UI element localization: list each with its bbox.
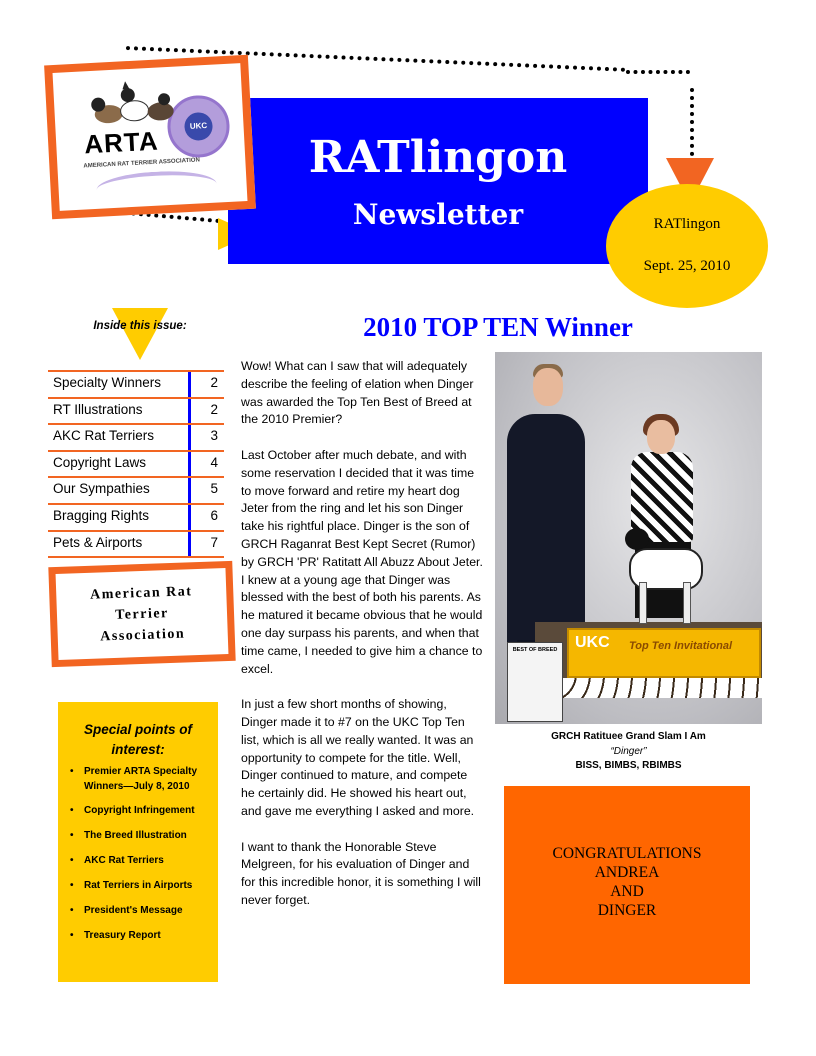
article-paragraph: Wow! What can I saw that will adequately describe the feeling of elation when Dinger was awarded the Top Ten Best of Breed at the 2010 Premier?: [241, 359, 474, 427]
newsletter-subtitle: Newsletter: [352, 198, 524, 231]
winner-photo: [495, 352, 762, 724]
special-title-line-2: interest:: [111, 742, 165, 757]
special-title-line-1: Special points of: [83, 722, 192, 737]
special-point-item: • Rat Terriers in Airports: [68, 878, 214, 893]
article-paragraph: I want to thank the Honorable Steve Melgreen, for his evaluation of Dinger and for this incredible honor, it is something I will never forget.: [241, 839, 481, 907]
toc-item[interactable]: [48, 370, 224, 397]
toc-item[interactable]: [48, 476, 224, 503]
date-badge: [606, 184, 768, 308]
toc-item-page: 2: [210, 375, 218, 390]
arta-logo: [44, 55, 256, 219]
toc-item-label: Copyright Laws: [53, 454, 147, 470]
toc-item-label: RT Illustrations: [53, 401, 143, 417]
article-paragraph: In just a few short months of showing, Dinger made it to #7 on the UKC Top Ten list, which is all we really wanted. It was an opportunity to compete for the title. Well, Dinger continued to mature, and compete he certainly did. He showed his heart out, and gave me everything I asked and more.: [241, 697, 475, 818]
toc-item-label: Our Sympathies: [53, 481, 150, 497]
association-line-2: Terrier: [115, 606, 170, 623]
congratulations-box: [504, 786, 750, 984]
toc-item-page: 5: [210, 481, 218, 497]
special-points-box: [58, 702, 218, 982]
toc-item-page: 7: [210, 534, 218, 550]
congrats-line-3: AND: [610, 883, 644, 900]
ribbon-swoosh: [96, 169, 217, 205]
date-badge-date: Sept. 25, 2010: [643, 258, 731, 274]
toc-item[interactable]: [48, 503, 224, 530]
caption-titles: BISS, BIMBS, RBIMBS: [575, 760, 682, 771]
toc-item-label: Pets & Airports: [53, 534, 143, 550]
special-point-item: • President's Message: [68, 903, 214, 918]
caption-title: GRCH Ratituee Grand Slam I Am: [551, 731, 706, 742]
article-heading: 2010 TOP TEN Winner: [363, 312, 633, 342]
toc-item-label: AKC Rat Terriers: [53, 428, 155, 444]
toc-item-page: 2: [210, 401, 218, 417]
caption-nickname: “Dinger”: [610, 745, 647, 757]
date-badge-name: RATlingon: [653, 216, 721, 232]
ukc-banner: [567, 628, 761, 678]
toc-item[interactable]: [48, 450, 224, 477]
inside-arrow-icon: [112, 308, 168, 360]
dotted-connector-top-right: [626, 70, 690, 74]
article-paragraph: Last October after much debate, and with some reservation I decided that it was time to move forward and retire my heart dog Jeter from the ring and let his son Dinger take his rightful place. Dinger is the son of GRCH Raganrat Best Kept Secret (Rumor) by GRCH 'PR' Ratitatt All Abuzz About Jeter. I knew at a young age that Dinger was blessed with the best of both his parents. As he matured it became obvious that he would one day surpass his parents, and when that time came, I needed to give him a chance to excel.: [241, 447, 483, 676]
table-of-contents: [48, 370, 224, 558]
ukc-banner-brand: UKC: [575, 634, 610, 651]
article-body: [241, 358, 483, 928]
toc-item[interactable]: [48, 397, 224, 424]
arta-wordmark: ARTA: [83, 125, 160, 160]
special-point-item: • Premier ARTA Specialty Winners—July 8, 2010: [68, 764, 214, 794]
judge-figure: [507, 414, 585, 654]
congrats-line-1: CONGRATULATIONS: [552, 845, 702, 862]
arta-org-name: AMERICAN RAT TERRIER ASSOCIATION: [83, 157, 201, 170]
toc-item-label: Bragging Rights: [53, 507, 150, 523]
association-line-1: American Rat: [89, 584, 193, 603]
newsletter-title: RATlingon: [308, 132, 568, 183]
rat-terrier-dogs-icon: [85, 79, 177, 130]
toc-item[interactable]: [48, 530, 224, 559]
rosette-label: UKC: [184, 112, 213, 141]
best-of-breed-sign: BEST OF BREED: [507, 642, 563, 722]
toc-item-label: Specialty Winners: [53, 375, 162, 390]
congrats-line-2: ANDREA: [594, 864, 660, 881]
toc-item-page: 6: [210, 507, 218, 523]
newsletter-header: [228, 98, 648, 264]
association-name-box: [48, 561, 235, 667]
congrats-line-4: DINGER: [597, 902, 657, 919]
toc-item[interactable]: [48, 423, 224, 450]
photo-caption: [495, 730, 762, 774]
association-line-3: Association: [100, 626, 186, 645]
ukc-banner-text: Top Ten Invitational: [629, 640, 733, 652]
toc-item-page: 3: [210, 428, 218, 444]
special-point-item: • Copyright Infringement: [68, 803, 214, 818]
special-point-item: • The Breed Illustration: [68, 828, 214, 843]
toc-item-page: 4: [210, 454, 218, 470]
dotted-connector-right: [690, 88, 694, 164]
special-point-item: • AKC Rat Terriers: [68, 853, 214, 868]
special-points-title: [58, 720, 218, 760]
special-points-list: [68, 764, 214, 953]
inside-this-issue-label: Inside this issue:: [93, 320, 187, 332]
special-point-item: • Treasury Report: [68, 928, 214, 943]
